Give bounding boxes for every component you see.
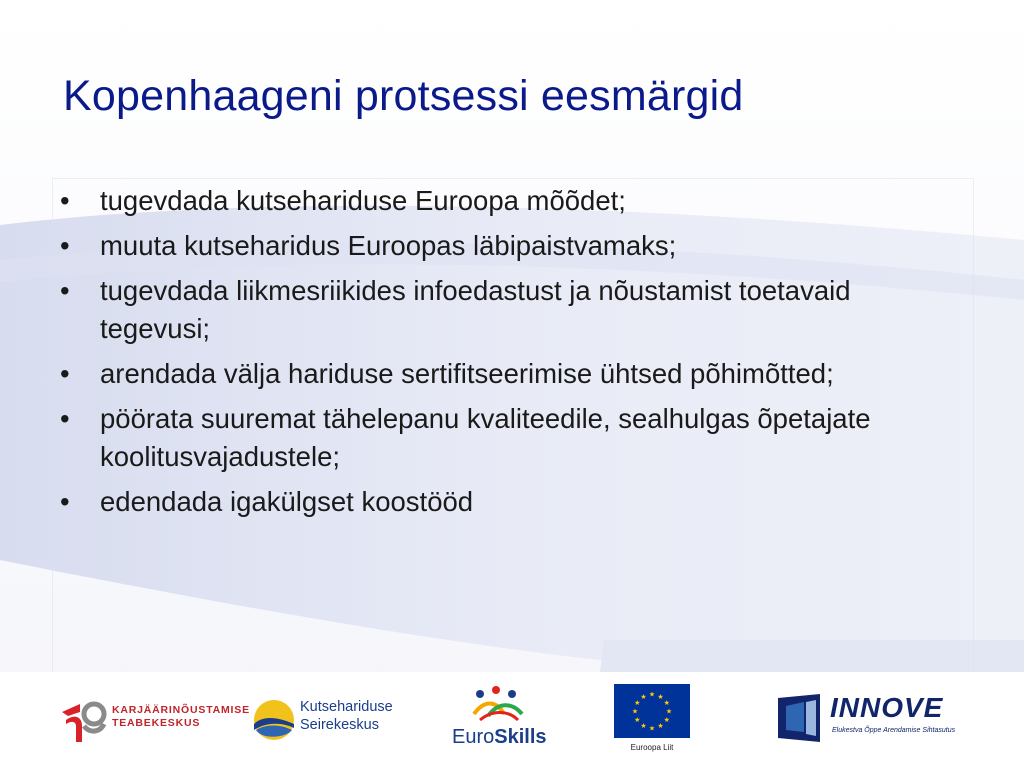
eu-logo [614,684,692,756]
eu-star-icon: ★ [663,700,670,707]
bullet-item [60,182,940,220]
eu-star-icon: ★ [648,691,656,699]
bullet-text: tugevdada liikmesriikides infoedastust ja nõustamist toetavaid tegevusi; [100,275,851,344]
bullet-item [60,483,940,521]
eu-star-icon: ★ [634,700,641,707]
bullet-marker: • [60,230,70,261]
eu-star-icon: ★ [631,708,639,716]
karjaarinoustamise-logo [60,696,250,746]
eu-star-icon: ★ [648,725,656,733]
eu-flag-icon [614,684,690,738]
innove-tagline: Elukestva Õppe Arendamise Sihtasutus [832,727,956,734]
karjaarinoustamise-line1: KARJÄÄRINÕUSTAMISE [112,704,250,716]
karjaarinoustamise-line2: TEABEKESKUS [112,717,201,729]
slide-title: Kopenhaageni protsessi eesmärgid [63,72,744,120]
bullet-marker: • [60,358,70,389]
bullet-text: muuta kutseharidus Euroopas läbipaistvamaks; [100,230,677,261]
eu-caption: Euroopa Liit [630,743,674,752]
bullet-text: arendada välja hariduse sertifitseerimise ühtsed põhimõtted; [100,358,834,389]
seirekeskus-emblem-icon [252,698,296,742]
bullet-list [60,182,940,528]
bullet-item [60,272,940,348]
logo-bar [0,672,1024,768]
innove-logo [774,692,974,748]
seirekeskus-logo [252,696,412,744]
innove-name: INNOVE [830,692,944,723]
eu-star-icon: ★ [640,723,647,731]
bullet-text: tugevdada kutsehariduse Euroopa mõõdet; [100,185,626,216]
seirekeskus-line1: Kutsehariduse [300,699,393,715]
euroskills-logo [450,684,554,750]
bullet-text: pöörata suuremat tähelepanu kvaliteedile, sealhulgas õpetajate koolitusvajadustele; [100,403,871,472]
bullet-marker: • [60,275,70,306]
eu-star-icon: ★ [640,693,647,701]
eu-star-icon: ★ [657,723,664,731]
bullet-marker: • [60,403,70,434]
seirekeskus-line2: Seirekeskus [300,717,379,733]
eu-star-icon: ★ [663,717,670,724]
eu-star-icon: ★ [665,708,673,716]
euroskills-euro-text: Euro [452,726,495,748]
eu-star-icon: ★ [634,717,641,724]
euroskills-skills-text: Skills [494,726,547,748]
eu-star-icon: ★ [657,693,664,701]
bullet-item [60,400,940,476]
bullet-item [60,227,940,265]
euroskills-figures-icon [468,684,532,724]
innove-emblem-icon [774,692,824,744]
bullet-text: edendada igakülgset koostööd [100,486,474,517]
bullet-marker: • [60,486,70,517]
karjaarinoustamise-emblem-icon [60,698,108,744]
bullet-marker: • [60,185,70,216]
bullet-item [60,355,940,393]
